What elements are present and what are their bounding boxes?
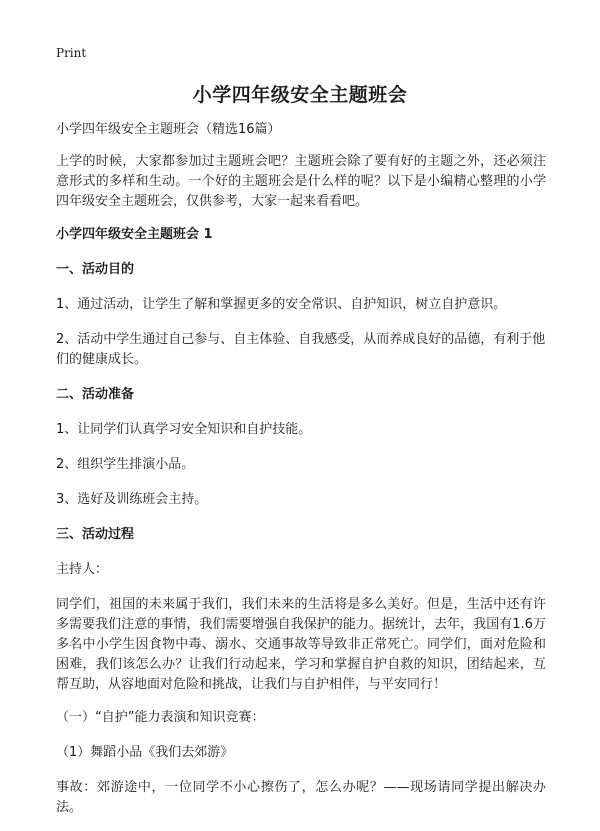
section-heading-purpose: 一、活动目的 <box>56 262 135 277</box>
list-item: 1、让同学们认真学习安全知识和自护技能。 <box>56 422 312 437</box>
sub-heading: （一）“自护”能力表演和知识竞赛： <box>56 710 265 725</box>
list-item: 2、活动中学生通过自己参与、自主体验、自我感受，从而养成良好的品德，有利于他们的健康成长。 <box>56 332 546 367</box>
section-heading-process: 三、活动过程 <box>56 527 135 542</box>
article-body <box>56 120 546 831</box>
print-link[interactable]: Print <box>56 46 87 60</box>
list-item: 1、通过活动，让学生了解和掌握更多的安全常识、自护知识，树立自护意识。 <box>56 297 507 312</box>
incident-paragraph: 事故：郊游途中，一位同学不小心擦伤了，怎么办呢？——现场请同学提出解决办法。 <box>56 780 546 815</box>
host-label: 主持人： <box>56 562 109 577</box>
page-title: 小学四年级安全主题班会 <box>192 84 408 106</box>
skit-title: （1）舞蹈小品《我们去郊游》 <box>56 745 234 760</box>
list-item: 2、组织学生排演小品。 <box>56 457 195 472</box>
section-heading-preparation: 二、活动准备 <box>56 387 135 402</box>
document-subtitle: 小学四年级安全主题班会（精选16篇） <box>56 122 281 137</box>
host-speech: 同学们，祖国的未来属于我们，我们未来的生活将是多么美好。但是，生活中还有许多需要我们注意的事情，我们需要增强自我保护的能力。据统计，去年，我国有1.6万多名中小学生因食物中毒、溺水、交通事故等导致非正常死亡。同学们，面对危险和困难，我们该怎么办？让我们行动起来，学习和掌握自护自救的知识，团结起来，互帮互助，从容地面对危险和挑战，让我们与自护相伴，与平安同行！ <box>56 597 546 692</box>
article-heading: 小学四年级安全主题班会 1 <box>56 227 213 242</box>
intro-paragraph: 上学的时候，大家都参加过主题班会吧？主题班会除了要有好的主题之外，还必须注意形式的多样和生动。一个好的主题班会是什么样的呢？以下是小编精心整理的小学四年级安全主题班会，仅供参考，大家一起来看看吧。 <box>56 154 546 209</box>
list-item: 3、选好及训练班会主持。 <box>56 492 208 507</box>
